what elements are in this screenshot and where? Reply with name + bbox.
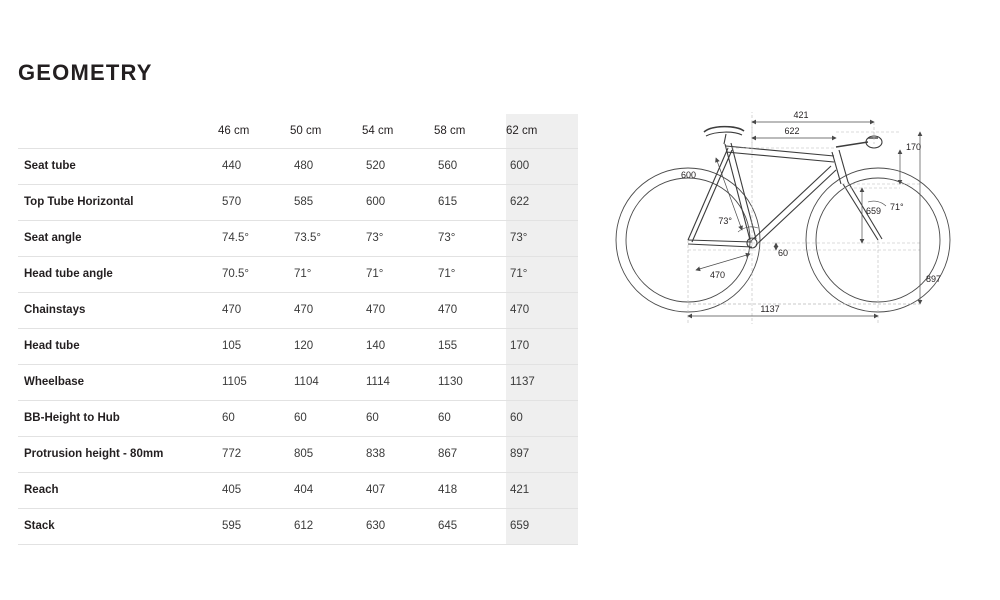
dim-head-angle: 71°	[890, 202, 904, 212]
column-header-size-46: 46 cm	[218, 114, 290, 148]
table-row	[18, 400, 578, 436]
cell-value: 897	[506, 436, 578, 472]
dim-bb-height: 60	[778, 248, 789, 258]
cell-value: 622	[506, 184, 578, 220]
cell-value: 470	[434, 292, 506, 328]
cell-value: 659	[506, 508, 578, 544]
dim-chainstays: 470	[710, 270, 726, 280]
cell-value: 560	[434, 148, 506, 184]
column-header-size-54: 54 cm	[362, 114, 434, 148]
dim-reach: 421	[793, 110, 809, 120]
dim-wheelbase: 1137	[760, 304, 780, 314]
cell-value: 71°	[434, 256, 506, 292]
cell-value: 630	[362, 508, 434, 544]
cell-value: 470	[362, 292, 434, 328]
cell-value: 600	[506, 148, 578, 184]
cell-value: 71°	[362, 256, 434, 292]
cell-value: 73.5°	[290, 220, 362, 256]
cell-value: 595	[218, 508, 290, 544]
cell-value: 407	[362, 472, 434, 508]
cell-value: 404	[290, 472, 362, 508]
cell-value: 71°	[506, 256, 578, 292]
row-label: Wheelbase	[18, 364, 218, 400]
cell-value: 60	[218, 400, 290, 436]
cell-value: 73°	[362, 220, 434, 256]
geometry-table	[18, 114, 578, 545]
cell-value: 470	[218, 292, 290, 328]
bicycle-geometry-diagram	[600, 92, 990, 372]
cell-value: 60	[362, 400, 434, 436]
cell-value: 1114	[362, 364, 434, 400]
cell-value: 421	[506, 472, 578, 508]
dim-seat-angle: 73°	[718, 216, 732, 226]
cell-value: 1130	[434, 364, 506, 400]
cell-value: 772	[218, 436, 290, 472]
dim-head-tube: 170	[906, 142, 922, 152]
cell-value: 612	[290, 508, 362, 544]
table-row	[18, 292, 578, 328]
frame-tubes	[688, 127, 882, 248]
cell-value: 470	[506, 292, 578, 328]
column-header-size-62: 62 cm	[506, 114, 578, 148]
cell-value: 1105	[218, 364, 290, 400]
column-header-size-50: 50 cm	[290, 114, 362, 148]
column-header-size-58: 58 cm	[434, 114, 506, 148]
cell-value: 570	[218, 184, 290, 220]
cell-value: 867	[434, 436, 506, 472]
cell-value: 73°	[506, 220, 578, 256]
cell-value: 170	[506, 328, 578, 364]
cell-value: 805	[290, 436, 362, 472]
row-label: Seat angle	[18, 220, 218, 256]
table-row	[18, 184, 578, 220]
cell-value: 73°	[434, 220, 506, 256]
cell-value: 645	[434, 508, 506, 544]
cell-value: 105	[218, 328, 290, 364]
dim-seat-tube: 600	[680, 170, 696, 180]
column-header-label	[18, 114, 218, 148]
row-label: Top Tube Horizontal	[18, 184, 218, 220]
row-label: Chainstays	[18, 292, 218, 328]
table-row	[18, 364, 578, 400]
row-label: Protrusion height - 80mm	[18, 436, 218, 472]
cell-value: 60	[290, 400, 362, 436]
row-label: Reach	[18, 472, 218, 508]
table-row	[18, 328, 578, 364]
cell-value: 520	[362, 148, 434, 184]
cell-value: 480	[290, 148, 362, 184]
cell-value: 1104	[290, 364, 362, 400]
cell-value: 585	[290, 184, 362, 220]
cell-value: 71°	[290, 256, 362, 292]
page-title: GEOMETRY	[18, 60, 153, 85]
table-row	[18, 148, 578, 184]
cell-value: 405	[218, 472, 290, 508]
dim-protrusion: 897	[926, 274, 942, 284]
cell-value: 838	[362, 436, 434, 472]
row-label: Head tube angle	[18, 256, 218, 292]
cell-value: 70.5°	[218, 256, 290, 292]
cell-value: 140	[362, 328, 434, 364]
table-row	[18, 436, 578, 472]
cell-value: 120	[290, 328, 362, 364]
cell-value: 60	[506, 400, 578, 436]
cell-value: 440	[218, 148, 290, 184]
dim-top-tube: 622	[784, 126, 800, 136]
cell-value: 155	[434, 328, 506, 364]
dim-stack: 659	[866, 206, 882, 216]
cell-value: 418	[434, 472, 506, 508]
cell-value: 74.5°	[218, 220, 290, 256]
table-row	[18, 220, 578, 256]
table-row	[18, 256, 578, 292]
cell-value: 60	[434, 400, 506, 436]
cell-value: 600	[362, 184, 434, 220]
table-header-row	[18, 114, 578, 148]
table-row	[18, 472, 578, 508]
cell-value: 615	[434, 184, 506, 220]
cell-value: 470	[290, 292, 362, 328]
cell-value: 1137	[506, 364, 578, 400]
row-label: Stack	[18, 508, 218, 544]
row-label: BB-Height to Hub	[18, 400, 218, 436]
row-label: Head tube	[18, 328, 218, 364]
row-label: Seat tube	[18, 148, 218, 184]
table-row	[18, 508, 578, 544]
